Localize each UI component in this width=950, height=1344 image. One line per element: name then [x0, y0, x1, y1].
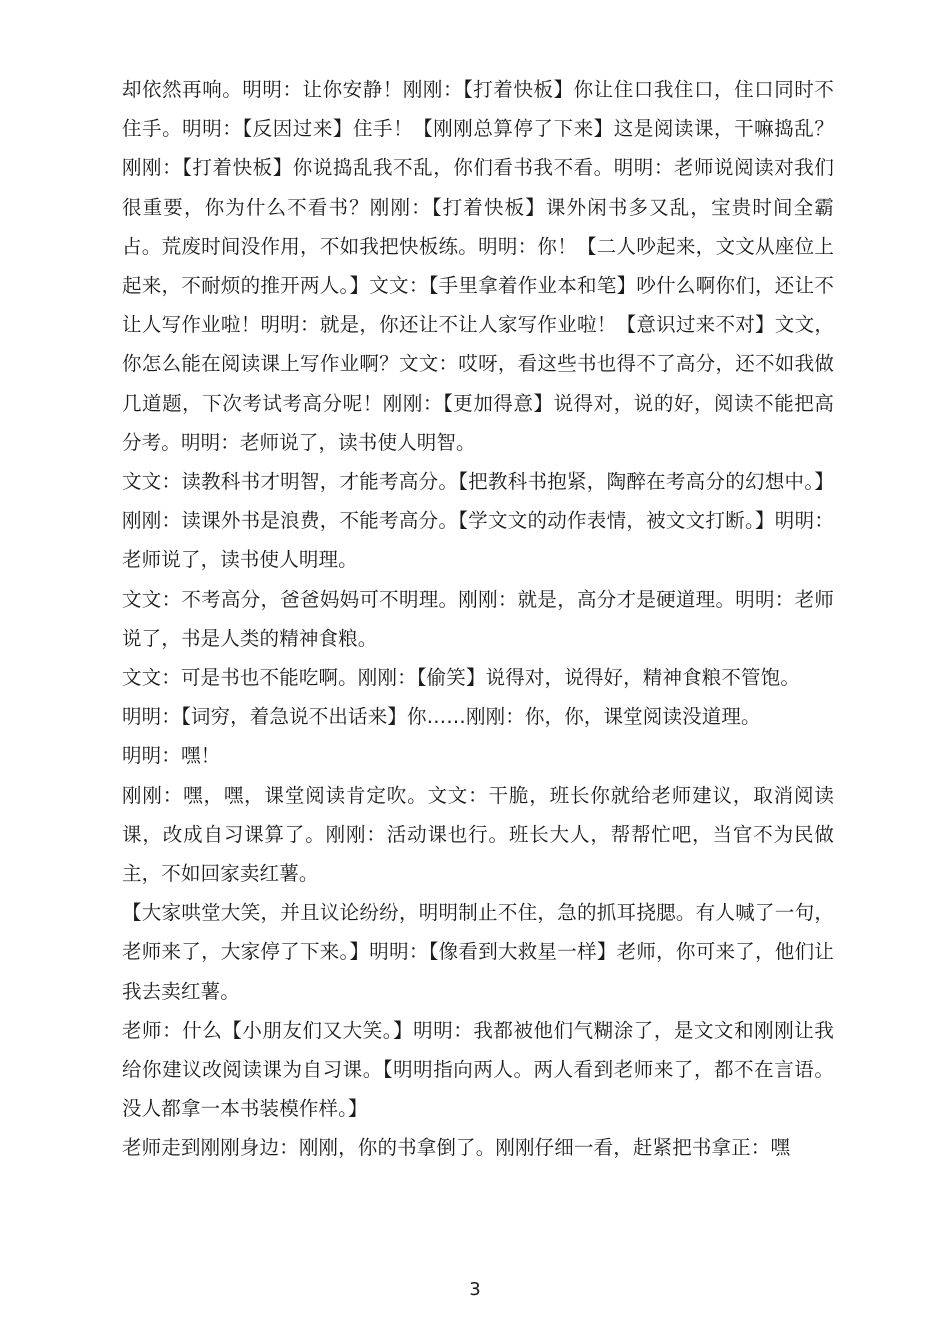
paragraph-9: 老师：什么【小朋友们又大笑。】明明：我都被他们气糊涂了，是文文和刚刚让我给你建议改阅读课为自习课。【明明指向两人。两人看到老师来了，都不在言语。没人都拿一本书装模作样。】 [122, 1018, 834, 1121]
body-text [122, 70, 834, 1168]
paragraph-7: 刚刚：嘿，嘿，课堂阅读肯定吹。文文：干脆，班长你就给老师建议，取消阅读课，改成自习课算了。刚刚：活动课也行。班长大人，帮帮忙吧，当官不为民做主，不如回家卖红薯。 [122, 783, 834, 886]
paragraph-8: 【大家哄堂大笑，并且议论纷纷，明明制止不住，急的抓耳挠腮。有人喊了一句，老师来了，大家停了下来。】明明：【像看到大救星一样】老师，你可来了，他们让我去卖红薯。 [122, 901, 834, 1003]
paragraph-4: 文文：可是书也不能吃啊。刚刚：【偷笑】说得对，说得好，精神食粮不管饱。 [122, 666, 801, 690]
page-number: 3 [469, 1279, 481, 1300]
paragraph-6: 明明：嘿！ [122, 744, 221, 768]
paragraph-5: 明明：【词穷，着急说不出话来】你……刚刚：你，你，课堂阅读没道理。 [122, 705, 761, 729]
paragraph-1: 却依然再响。明明：让你安静！刚刚：【打着快板】你让住口我住口，住口同时不住手。明明：【反因过来】住手！【刚刚总算停了下来】这是阅读课，干嘛捣乱？刚刚：【打着快板】你说捣乱我不乱，你们看书我不看。明明：老师说阅读对我们很重要，你为什么不看书？刚刚：【打着快板】课外闲书多又乱，宝贵时间全霸占。荒废时间没作用，不如我把快板练。明明：你！【二人吵起来，文文从座位上起来，不耐烦的推开两人。】文文：【手里拿着作业本和笔】吵什么啊你们，还让不让人写作业啦！明明：就是，你还让不让人家写作业啦！【意识过来不对】文文，你怎么能在阅读课上写作业啊？文文：哎呀，看这些书也得不了高分，还不如我做几道题，下次考试考高分呢！刚刚：【更加得意】说得对，说的好，阅读不能把高分考。明明：老师说了，读书使人明智。 [122, 78, 834, 454]
paragraph-3: 文文：不考高分，爸爸妈妈可不明理。刚刚：就是，高分才是硬道理。明明：老师说了，书是人类的精神食粮。 [122, 587, 834, 650]
paragraph-2: 文文：读教科书才明智，才能考高分。【把教科书抱紧，陶醉在考高分的幻想中。】刚刚：读课外书是浪费，不能考高分。【学文文的动作表情，被文文打断。】明明：老师说了，读书使人明理。 [122, 470, 834, 572]
paragraph-10: 老师走到刚刚身边：刚刚，你的书拿倒了。刚刚仔细一看，赶紧把书拿正：嘿 [122, 1136, 791, 1160]
